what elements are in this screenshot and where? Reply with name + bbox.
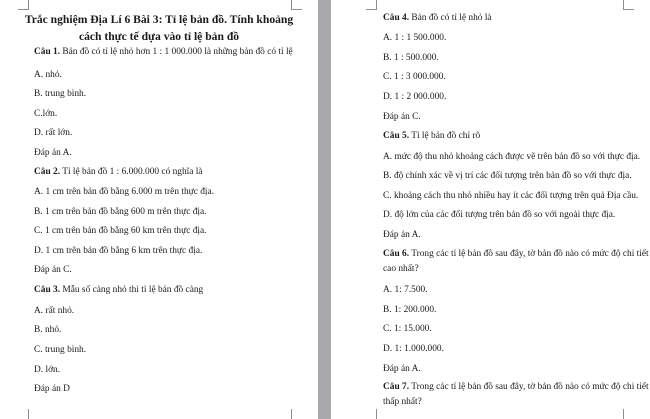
question-6 <box>331 248 650 260</box>
crop-mark <box>376 409 377 419</box>
answer: Đáp án C. <box>383 112 421 122</box>
option: B. 1: 200.000. <box>383 305 437 315</box>
option: D. 1 : 2 000.000. <box>383 92 447 102</box>
option: B. trung bình. <box>34 89 87 99</box>
document-page-right <box>331 0 650 419</box>
option: A. 1 cm trên bản đồ bằng 6.000 m trên thực địa. <box>34 187 215 197</box>
option: A. 1 : 1 500.000. <box>383 33 447 43</box>
option: D. độ lớn của các đối tượng trên bản đồ so với ngoài thực địa. <box>383 210 616 220</box>
option: D. rất lớn. <box>34 128 73 138</box>
question-text: Tỉ lệ bản đồ 1 : 6.000.000 có nghĩa là <box>60 167 203 177</box>
question-text-continued: cao nhất? <box>383 264 419 274</box>
option: A. mức độ thu nhỏ khoảng cách được vẽ trên bản đồ so với thực địa. <box>383 152 641 162</box>
question-4 <box>331 12 650 24</box>
question-2 <box>0 166 318 178</box>
answer: Đáp án D <box>34 384 70 394</box>
question-label: Câu 4. <box>383 13 410 23</box>
crop-mark <box>18 9 29 10</box>
question-1 <box>0 46 318 58</box>
option: B. 1 : 500.000. <box>383 53 439 63</box>
option: D. 1: 1.000.000. <box>383 344 444 354</box>
question-label: Câu 7. <box>383 382 410 392</box>
option: B. độ chính xác về vị trí các đối tượng trên bản đồ so với thực địa. <box>383 171 632 181</box>
question-text: Mẫu số càng nhỏ thì tỉ lệ bản đồ càng <box>60 285 204 295</box>
question-text-continued: thấp nhất? <box>383 397 422 407</box>
option: B. 1 cm trên bản đồ bằng 600 m trên thực địa. <box>34 207 207 217</box>
answer: Đáp án A. <box>383 364 421 374</box>
answer: Đáp án A. <box>383 230 421 240</box>
crop-mark <box>291 409 292 419</box>
document-page-left <box>0 0 318 419</box>
option: B. nhỏ. <box>34 325 62 335</box>
question-label: Câu 3. <box>34 285 61 295</box>
option: C. 1 cm trên bản đồ bằng 60 km trên thực địa. <box>34 226 207 236</box>
document-title-line-2: cách thực tế dựa vào tỉ lệ bản đồ <box>78 30 240 43</box>
question-text: Trong các tỉ lệ bản đồ sau đây, tờ bản đồ nào có mức độ chi tiết <box>409 382 649 392</box>
crop-mark <box>28 409 29 419</box>
option: A. rất nhỏ. <box>34 306 75 316</box>
question-label: Câu 5. <box>383 131 410 141</box>
option: A. 1: 7.500. <box>383 285 428 295</box>
question-label: Câu 2. <box>34 167 61 177</box>
crop-mark <box>366 9 377 10</box>
option: C. khoảng cách thu nhỏ nhiều hay ít các đối tượng trên quả Địa cầu. <box>383 191 639 201</box>
question-text: Bản đồ có tỉ lệ nhỏ là <box>409 13 492 23</box>
question-7 <box>331 381 650 393</box>
crop-mark <box>623 9 634 10</box>
question-text: Tỉ lệ bản đồ chỉ rõ <box>409 131 481 141</box>
question-label: Câu 6. <box>383 249 410 259</box>
option: C. trung bình. <box>34 345 87 355</box>
crop-mark <box>623 409 624 419</box>
question-label: Câu 1. <box>34 47 61 57</box>
document-title-line-1: Trắc nghiệm Địa Lí 6 Bài 3: Tỉ lệ bản đồ. Tính khoảng <box>24 13 294 26</box>
option: C. 1 : 3 000.000. <box>383 72 446 82</box>
question-3 <box>0 284 318 296</box>
question-5 <box>331 130 650 142</box>
question-text: Bản đồ có tỉ lệ nhỏ hơn 1 : 1 000.000 là những bản đồ có tỉ lệ <box>60 47 293 57</box>
option: C. 1: 15.000. <box>383 324 432 334</box>
answer: Đáp án A. <box>34 148 72 158</box>
option: D. 1 cm trên bản đồ bằng 6 km trên thực địa. <box>34 246 203 256</box>
question-text: Trong các tỉ lệ bản đồ sau đây, tờ bản đồ nào có mức độ chi tiết <box>409 249 649 259</box>
option: A. nhỏ. <box>34 70 62 80</box>
option: C.lớn. <box>34 109 58 119</box>
crop-mark <box>291 9 302 10</box>
option: D. lớn. <box>34 365 61 375</box>
answer: Đáp án C. <box>34 265 72 275</box>
